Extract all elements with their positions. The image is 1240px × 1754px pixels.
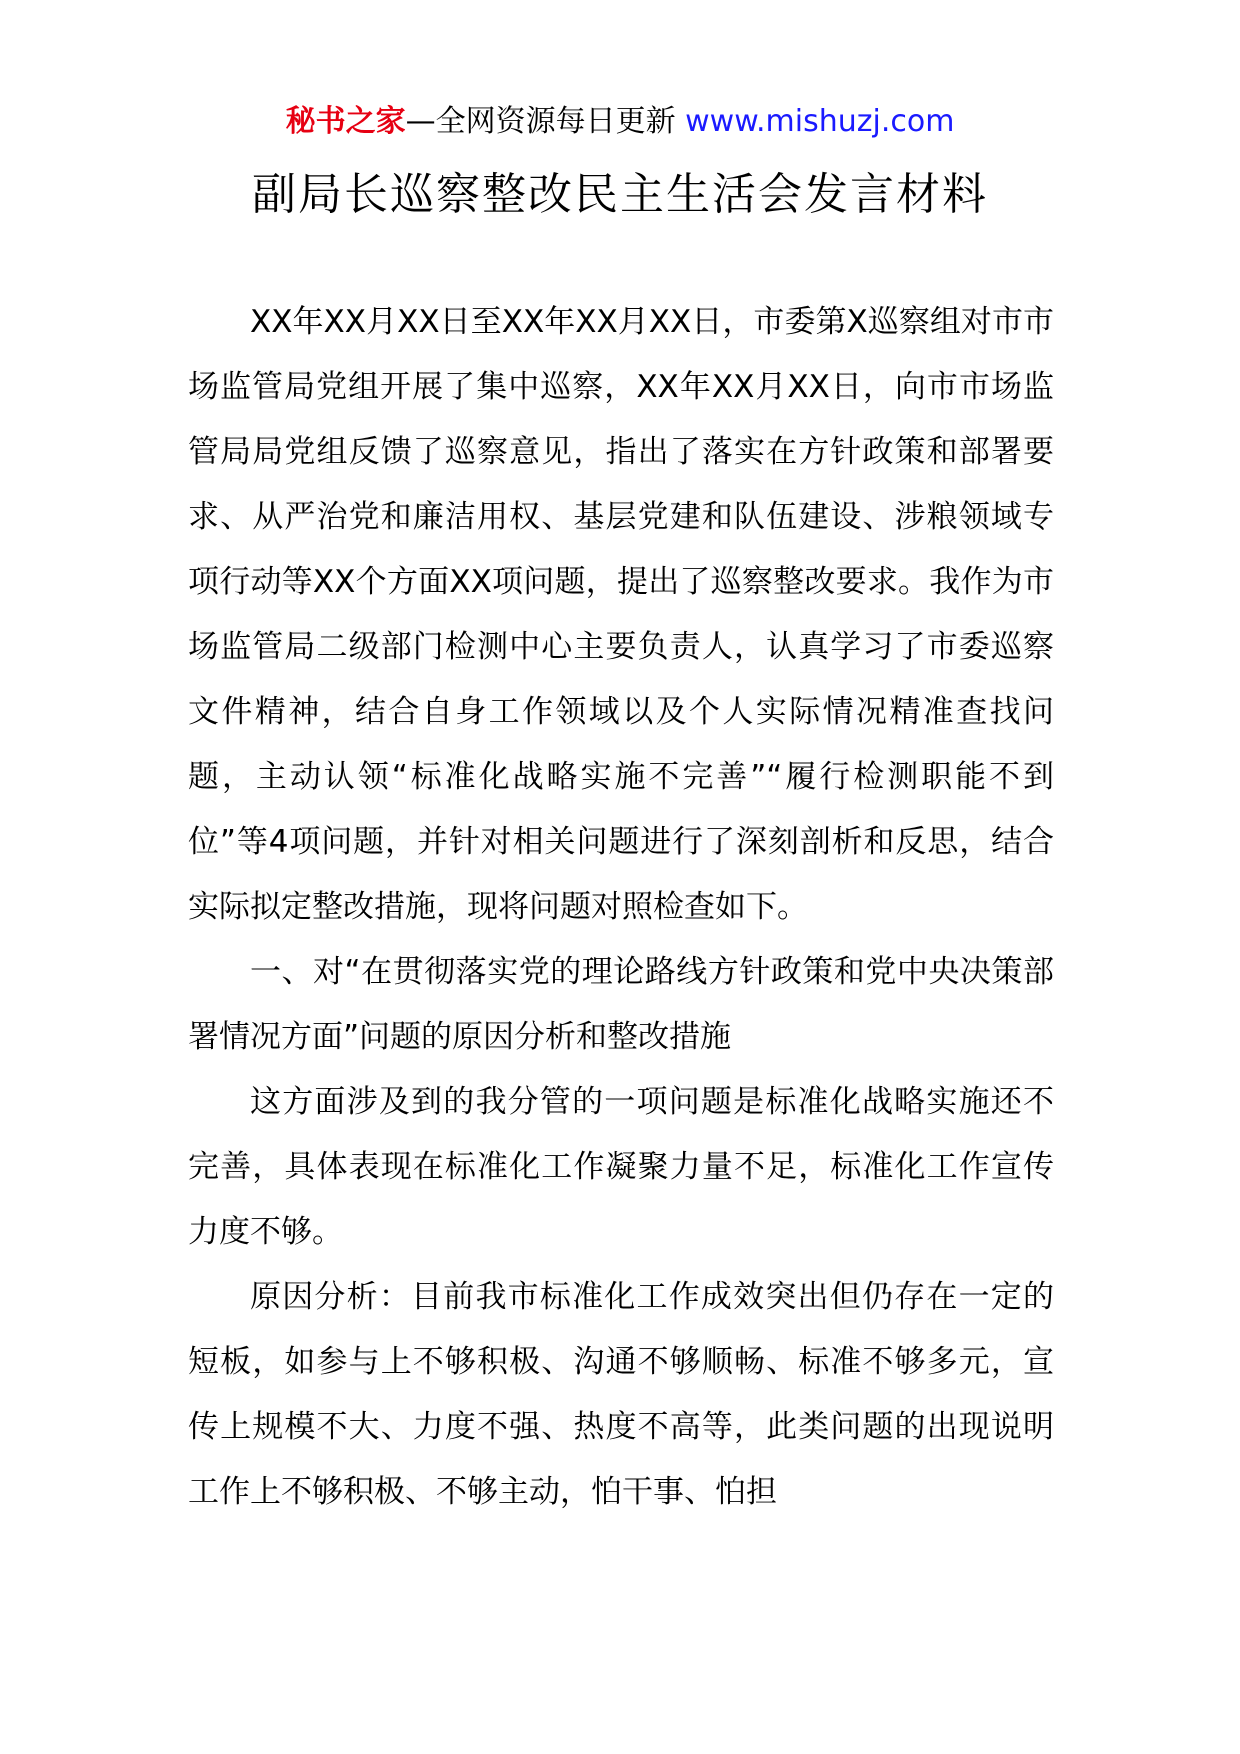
paragraph-intro: XX年XX月XX日至XX年XX月XX日，市委第X巡察组对市市场监管局党组开展了集中巡察，XX年XX月XX日，向市市场监管局局党组反馈了巡察意见，指出了落实在方针政策和部署要求、从严治党和廉洁用权、基层党建和队伍建设、涉粮领域专项行动等XX个方面XX项问题，提出了巡察整改要求。我作为市场监管局二级部门检测中心主要负责人，认真学习了市委巡察文件精神，结合自身工作领域以及个人实际情况精准查找问题，主动认领“标准化战略实施不完善”“履行检测职能不到位”等4项问题，并针对相关问题进行了深刻剖析和反思，结合实际拟定整改措施，现将问题对照检查如下。	[188, 304, 1054, 925]
paragraph-cause-analysis: 原因分析：目前我市标准化工作成效突出但仍存在一定的短板，如参与上不够积极、沟通不够顺畅、标准不够多元，宣传上规模不大、力度不强、热度不高等，此类问题的出现说明工作上不够积极、不够主动，怕干事、怕担	[188, 1279, 1054, 1510]
document-title: 副局长巡察整改民主生活会发言材料	[252, 169, 988, 220]
section-heading-1: 一、对“在贯彻落实党的理论路线方针政策和党中央决策部署情况方面”问题的原因分析和整改措施	[188, 954, 1054, 1055]
site-brand: 秘书之家	[285, 104, 406, 139]
document-body	[188, 290, 1054, 1525]
site-header	[0, 100, 1240, 144]
site-url-link[interactable]: www.mishuzj.com	[685, 104, 955, 139]
paragraph-problem: 这方面涉及到的我分管的一项问题是标准化战略实施还不完善，具体表现在标准化工作凝聚力量不足，标准化工作宣传力度不够。	[188, 1084, 1054, 1250]
site-tagline: —全网资源每日更新	[405, 104, 686, 139]
